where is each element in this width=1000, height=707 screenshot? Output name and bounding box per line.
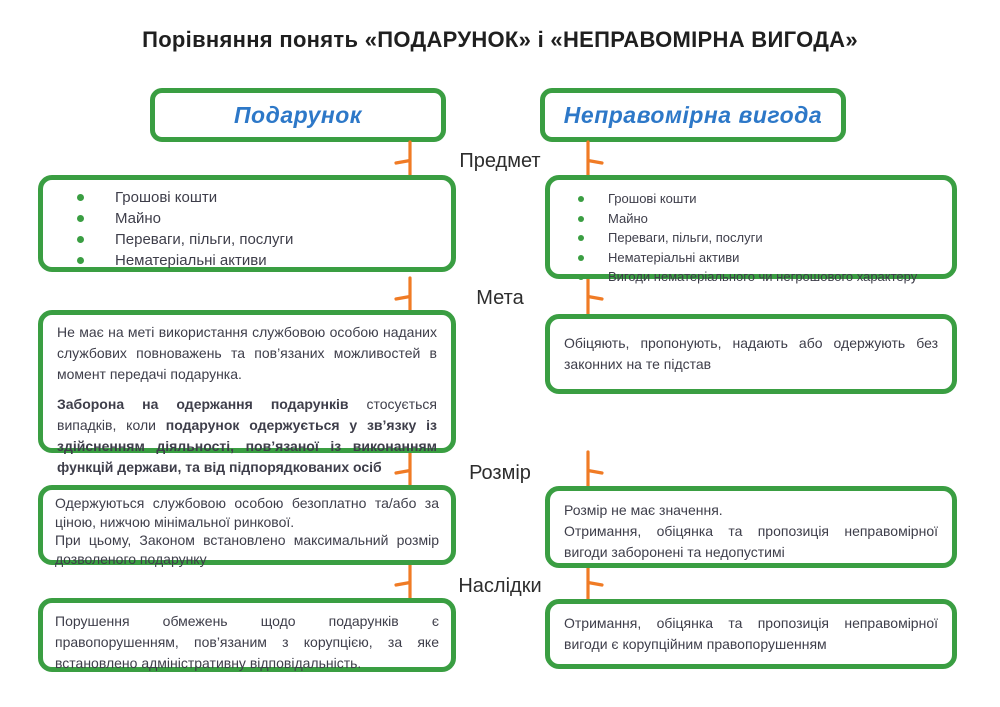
list-item: Нематеріальні активи: [560, 248, 942, 268]
list-item: Нематеріальні активи: [53, 250, 441, 271]
naslidky-gift-text: Порушення обмежень щодо подарунків є правопорушенням, пов’язаним з корупцією, за яке встановлено адміністративну відповідальність.: [55, 613, 439, 671]
predmet-gift-list: [53, 187, 441, 271]
rozmir-benefit-box: [545, 486, 957, 568]
bold-text: Заборона на одержання подарунків: [57, 396, 349, 412]
list-item: Грошові кошти: [53, 187, 441, 208]
predmet-gift-box: [38, 175, 456, 272]
meta-gift-paragraph-2: [57, 394, 437, 478]
meta-gift-box: [38, 310, 456, 475]
meta-gift-paragraph-1: Не має на меті використання службовою особою наданих службових повноважень та пов’язаних можливостей в момент передачі подарунка.: [57, 324, 437, 382]
section-label-predmet: Предмет: [459, 150, 541, 172]
predmet-benefit-box: [545, 175, 957, 284]
naslidky-benefit-box: [545, 599, 957, 669]
meta-benefit-text: Обіцяють, пропонують, надають або одержують без законних на те підстав: [564, 335, 938, 372]
bold-text: подарунок одержується у зв’язку із здійсненням діяльності, пов’язаної із виконанням функцій держави, та від підпорядкованих осіб: [57, 417, 437, 475]
naslidky-gift-box: [38, 598, 456, 672]
list-item: Переваги, пільги, послуги: [53, 229, 441, 250]
meta-benefit-box: [545, 314, 957, 394]
list-item: Переваги, пільги, послуги: [560, 228, 942, 248]
rozmir-gift-box: [38, 485, 456, 565]
header-gift-label: Подарунок: [234, 101, 362, 128]
rozmir-benefit-paragraph-2: Отримання, обіцянка та пропозиція неправомірної вигоди заборонені та недопустимі: [564, 523, 938, 560]
rozmir-benefit-paragraph-1: Розмір не має значення.: [564, 502, 723, 518]
page-title: Порівняння понять «ПОДАРУНОК» і «НЕПРАВОМІРНА ВИГОДА»: [142, 27, 858, 52]
rozmir-gift-paragraph-2: При цьому, Законом встановлено максимальний розмір дозволеного подарунку: [55, 532, 439, 567]
section-label-naslidky: Наслідки: [458, 575, 542, 597]
header-box-benefit: [540, 88, 846, 142]
naslidky-benefit-text: Отримання, обіцянка та пропозиція неправомірної вигоди є корупційним правопорушенням: [564, 615, 938, 652]
section-label-rozmir: Розмір: [469, 462, 531, 484]
header-box-gift: [150, 88, 446, 142]
predmet-benefit-list: [560, 189, 942, 287]
header-benefit-label: Неправомірна вигода: [563, 101, 823, 128]
list-item: Майно: [560, 209, 942, 229]
regular-text: стосується випадків, коли: [57, 396, 437, 433]
list-item: Вигоди нематеріального чи негрошового характеру: [560, 267, 942, 287]
section-label-meta: Мета: [476, 287, 524, 309]
list-item: Майно: [53, 208, 441, 229]
rozmir-gift-paragraph-1: Одержуються службовою особою безоплатно та/або за ціною, нижчою мінімальної ринкової.: [55, 495, 439, 530]
list-item: Грошові кошти: [560, 189, 942, 209]
